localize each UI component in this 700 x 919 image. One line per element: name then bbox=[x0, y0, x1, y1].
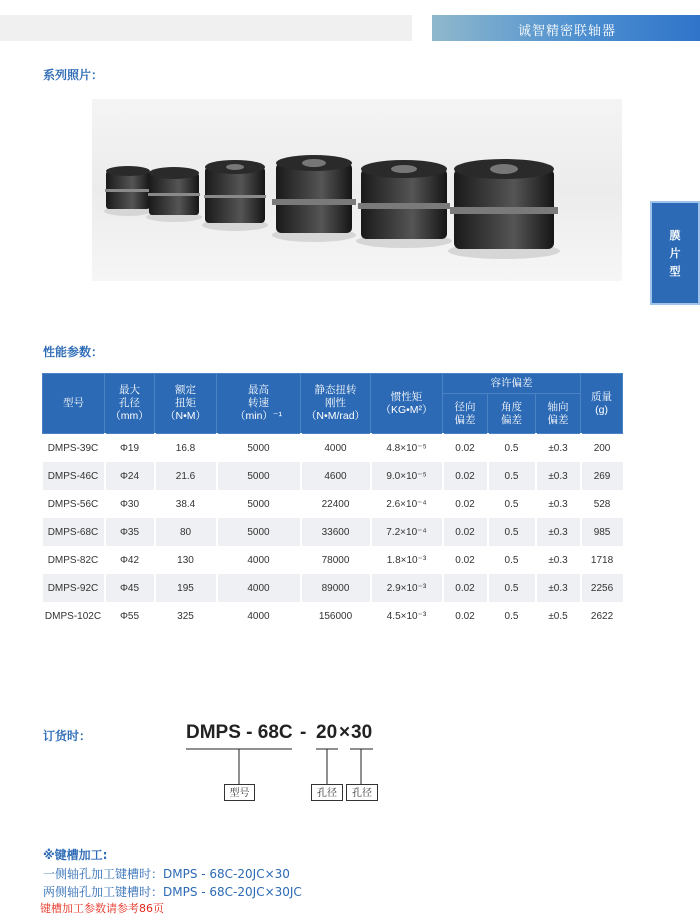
cell-bore: Φ24 bbox=[105, 462, 155, 490]
cell-speed: 5000 bbox=[217, 462, 301, 490]
cell-model: DMPS-82C bbox=[43, 546, 105, 574]
cell-speed: 4000 bbox=[217, 602, 301, 630]
header-mass: 质量 (g) bbox=[581, 374, 623, 434]
cell-model: DMPS-56C bbox=[43, 490, 105, 518]
cell-torque: 130 bbox=[155, 546, 217, 574]
order-section-title: 订货时： bbox=[43, 729, 92, 743]
cell-bore: Φ45 bbox=[105, 574, 155, 602]
cell-inertia: 2.9×10⁻³ bbox=[371, 574, 443, 602]
cell-stiffness: 33600 bbox=[301, 518, 371, 546]
cell-inertia: 7.2×10⁻⁴ bbox=[371, 518, 443, 546]
keyway-section-title: ※键槽加工: bbox=[43, 848, 108, 862]
cell-angular: 0.5 bbox=[488, 434, 536, 463]
header-axial: 轴向 偏差 bbox=[536, 394, 581, 434]
cell-model: DMPS-102C bbox=[43, 602, 105, 630]
photo-section-title: 系列照片： bbox=[43, 68, 104, 82]
cell-bore: Φ19 bbox=[105, 434, 155, 463]
cell-inertia: 4.8×10⁻⁵ bbox=[371, 434, 443, 463]
cell-torque: 195 bbox=[155, 574, 217, 602]
header-inertia: 惯性矩 （KG•M²） bbox=[371, 374, 443, 434]
header-stiffness: 静态扭转 刚性 （N•M/rad） bbox=[301, 374, 371, 434]
cell-stiffness: 89000 bbox=[301, 574, 371, 602]
cell-speed: 5000 bbox=[217, 490, 301, 518]
cell-axial: ±0.5 bbox=[536, 602, 581, 630]
cell-speed: 5000 bbox=[217, 434, 301, 463]
cell-torque: 16.8 bbox=[155, 434, 217, 463]
order-code-bore2: 30 bbox=[351, 722, 373, 743]
side-tab-char-3: 型 bbox=[669, 265, 681, 278]
cell-radial: 0.02 bbox=[443, 574, 488, 602]
header-radial: 径向 偏差 bbox=[443, 394, 488, 434]
cell-axial: ±0.3 bbox=[536, 518, 581, 546]
cell-inertia: 4.5×10⁻³ bbox=[371, 602, 443, 630]
company-name: 诚智精密联轴器 bbox=[518, 24, 617, 39]
cell-stiffness: 22400 bbox=[301, 490, 371, 518]
cell-mass: 200 bbox=[581, 434, 623, 463]
cell-radial: 0.02 bbox=[443, 602, 488, 630]
cell-mass: 528 bbox=[581, 490, 623, 518]
order-label-bore2: 孔径 bbox=[346, 784, 378, 801]
cell-speed: 5000 bbox=[217, 518, 301, 546]
cell-angular: 0.5 bbox=[488, 546, 536, 574]
cell-model: DMPS-46C bbox=[43, 462, 105, 490]
keyway-one-side: 一侧轴孔加工键槽时：DMPS - 68C-20JC×30 bbox=[43, 867, 290, 881]
cell-angular: 0.5 bbox=[488, 490, 536, 518]
cell-radial: 0.02 bbox=[443, 518, 488, 546]
header-speed: 最高 转速 （min）⁻¹ bbox=[217, 374, 301, 434]
order-label-model: 型号 bbox=[224, 784, 255, 801]
cell-torque: 21.6 bbox=[155, 462, 217, 490]
cell-bore: Φ42 bbox=[105, 546, 155, 574]
cell-model: DMPS-39C bbox=[43, 434, 105, 463]
cell-axial: ±0.3 bbox=[536, 490, 581, 518]
cell-torque: 38.4 bbox=[155, 490, 217, 518]
cell-model: DMPS-92C bbox=[43, 574, 105, 602]
cell-inertia: 1.8×10⁻³ bbox=[371, 546, 443, 574]
cell-mass: 1718 bbox=[581, 546, 623, 574]
cell-stiffness: 4600 bbox=[301, 462, 371, 490]
header-model: 型号 bbox=[43, 374, 105, 434]
header-angular: 角度 偏差 bbox=[488, 394, 536, 434]
cell-bore: Φ55 bbox=[105, 602, 155, 630]
cell-mass: 2622 bbox=[581, 602, 623, 630]
cell-stiffness: 156000 bbox=[301, 602, 371, 630]
side-tab-char-2: 片 bbox=[669, 247, 681, 260]
cell-angular: 0.5 bbox=[488, 462, 536, 490]
cell-angular: 0.5 bbox=[488, 574, 536, 602]
cell-inertia: 2.6×10⁻⁴ bbox=[371, 490, 443, 518]
cell-inertia: 9.0×10⁻⁵ bbox=[371, 462, 443, 490]
cell-torque: 325 bbox=[155, 602, 217, 630]
cell-radial: 0.02 bbox=[443, 490, 488, 518]
cell-mass: 269 bbox=[581, 462, 623, 490]
cell-axial: ±0.3 bbox=[536, 574, 581, 602]
cell-mass: 2256 bbox=[581, 574, 623, 602]
order-code-bore1: 20 bbox=[316, 722, 338, 743]
keyway-both-sides: 两侧轴孔加工键槽时：DMPS - 68C-20JC×30JC bbox=[43, 885, 302, 899]
side-tab-char-1: 膜 bbox=[669, 229, 681, 242]
cell-mass: 985 bbox=[581, 518, 623, 546]
order-code-times: × bbox=[339, 722, 351, 743]
cell-bore: Φ35 bbox=[105, 518, 155, 546]
header-bore: 最大 孔径 （mm） bbox=[105, 374, 155, 434]
spec-section-title: 性能参数： bbox=[43, 345, 104, 359]
cell-speed: 4000 bbox=[217, 546, 301, 574]
order-label-bore1: 孔径 bbox=[311, 784, 343, 801]
cell-angular: 0.5 bbox=[488, 518, 536, 546]
cell-axial: ±0.3 bbox=[536, 462, 581, 490]
cell-stiffness: 4000 bbox=[301, 434, 371, 463]
cell-model: DMPS-68C bbox=[43, 518, 105, 546]
cell-radial: 0.02 bbox=[443, 434, 488, 463]
cell-axial: ±0.3 bbox=[536, 546, 581, 574]
cell-torque: 80 bbox=[155, 518, 217, 546]
order-code-separator: - bbox=[300, 722, 307, 743]
order-code-model: DMPS - 68C bbox=[186, 722, 293, 743]
keyway-reference-note: 键槽加工参数请参考86页 bbox=[40, 902, 164, 915]
cell-speed: 4000 bbox=[217, 574, 301, 602]
cell-axial: ±0.3 bbox=[536, 434, 581, 463]
cell-stiffness: 78000 bbox=[301, 546, 371, 574]
cell-radial: 0.02 bbox=[443, 462, 488, 490]
cell-bore: Φ30 bbox=[105, 490, 155, 518]
header-torque: 额定 扭矩 （N•M） bbox=[155, 374, 217, 434]
cell-radial: 0.02 bbox=[443, 546, 488, 574]
header-tolerance: 容许偏差 bbox=[443, 374, 581, 394]
cell-angular: 0.5 bbox=[488, 602, 536, 630]
